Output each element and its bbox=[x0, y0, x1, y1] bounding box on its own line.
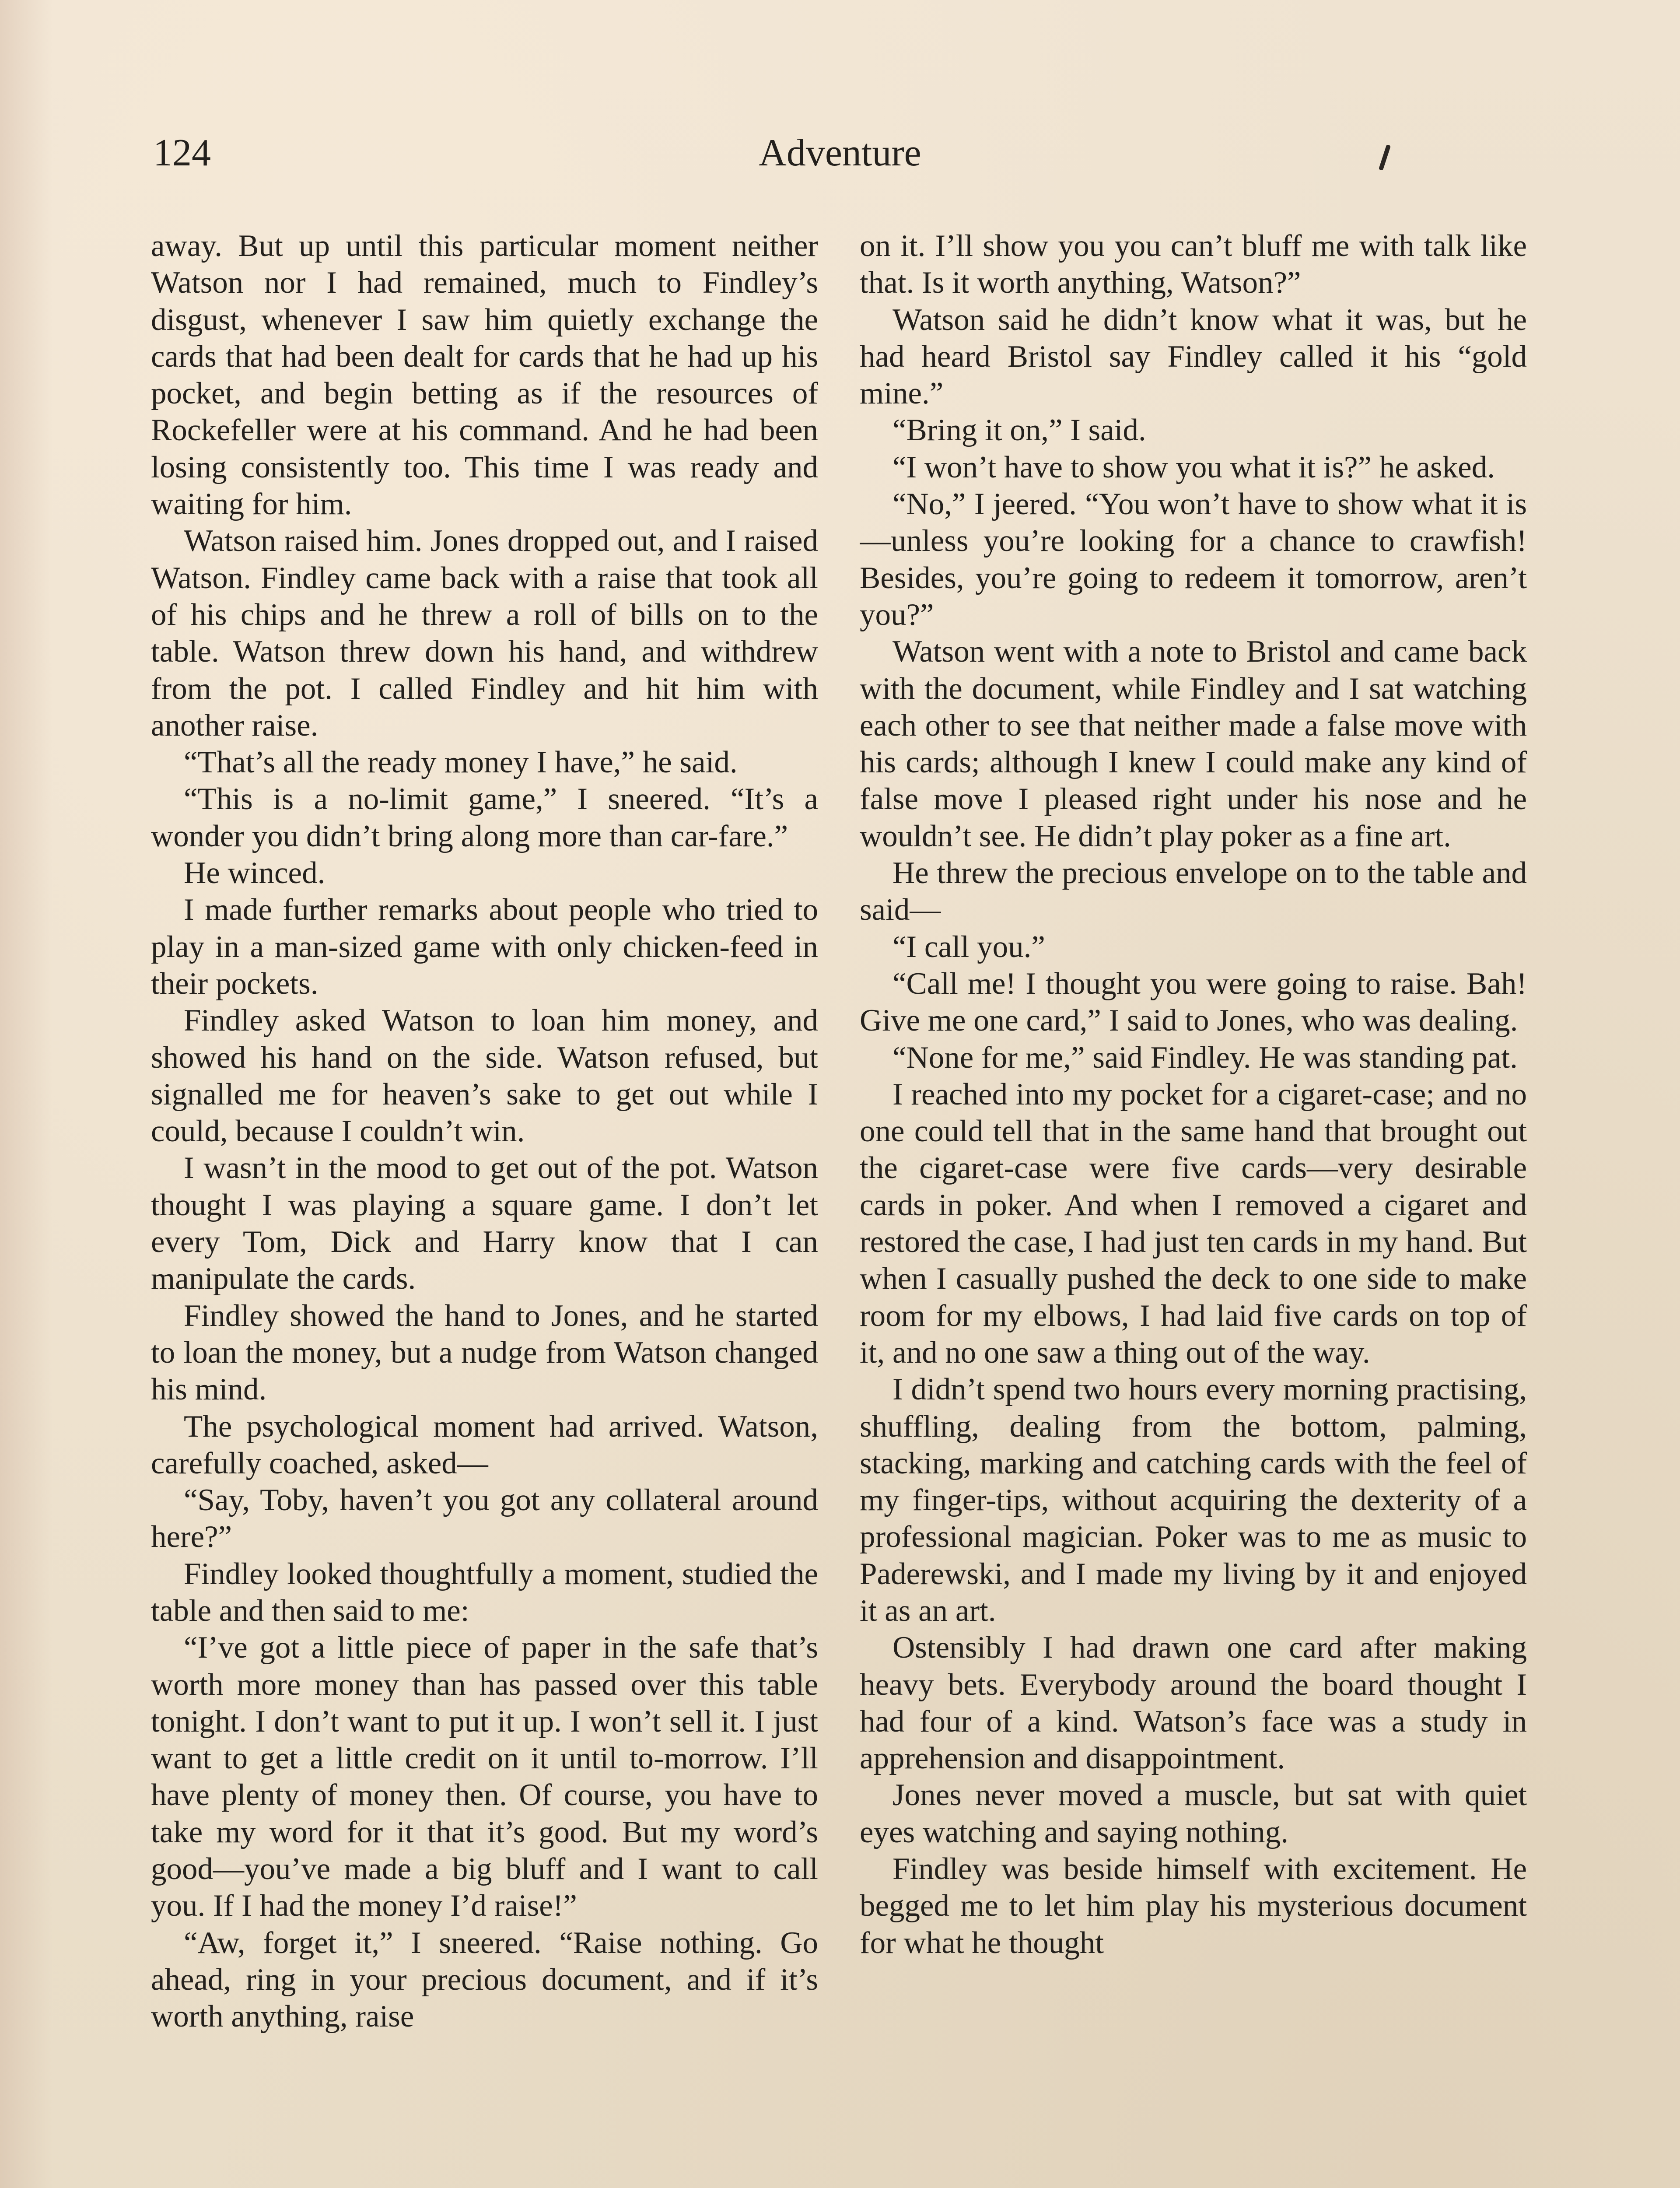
paragraph: Findley showed the hand to Jones, and he started to loan the money, but a nudge from Watson changed his mind. bbox=[151, 1298, 818, 1407]
paragraph: I wasn’t in the mood to get out of the pot. Watson thought I was playing a square game. I don’t let every Tom, Dick and Harry know that I can manipulate the cards. bbox=[151, 1151, 818, 1296]
paragraph: “None for me,” said Findley. He was standing pat. bbox=[892, 1040, 1518, 1075]
paragraph: on it. I’ll show you you can’t bluff me with talk like that. Is it worth anything, Watson?” bbox=[860, 229, 1527, 300]
paragraph: “I call you.” bbox=[892, 929, 1045, 964]
paragraph: Findley asked Watson to loan him money, and showed his hand on the side. Watson refused, but signalled me for heaven’s sake to get out while I could, because I couldn’t win. bbox=[151, 1003, 818, 1149]
paragraph: “Aw, forget it,” I sneered. “Raise nothing. Go ahead, ring in your precious document, and if it’s worth anything, raise bbox=[151, 1925, 818, 2034]
page-number: 124 bbox=[153, 132, 211, 174]
paragraph: Watson said he didn’t know what it was, but he had heard Bristol say Findley called it his “gold mine.” bbox=[860, 302, 1527, 411]
paragraph: The psychological moment had arrived. Watson, carefully coached, asked— bbox=[151, 1409, 818, 1480]
paragraph: Jones never moved a muscle, but sat with quiet eyes watching and saying nothing. bbox=[860, 1778, 1527, 1849]
paragraph: “Bring it on,” I said. bbox=[892, 413, 1146, 448]
paragraph: He winced. bbox=[184, 856, 326, 891]
paragraph: “I won’t have to show you what it is?” he asked. bbox=[892, 450, 1495, 484]
text-column-left bbox=[151, 228, 818, 2188]
paragraph: “This is a no-limit game,” I sneered. “It’s a wonder you didn’t bring along more than car-fare.” bbox=[151, 782, 818, 853]
running-head bbox=[153, 131, 1527, 184]
paragraph: Watson went with a note to Bristol and came back with the document, while Findley and I sat watching each other to see that neither made a false move with his cards; although I knew I could make any kind of false move I pleased right under his nose and he wouldn’t see. He didn’t play poker as a fine art. bbox=[860, 635, 1527, 853]
paragraph: “Say, Toby, haven’t you got any collateral around here?” bbox=[151, 1483, 818, 1554]
paragraph: He threw the precious envelope on to the table and said— bbox=[860, 856, 1527, 927]
text-column-right bbox=[860, 228, 1527, 2188]
paragraph: “I’ve got a little piece of paper in the safe that’s worth more money than has passed over this table tonight. I don’t want to put it up. I won’t sell it. I just want to get a little credit on it until to-morrow. I’ll have plenty of money then. Of course, you have to take my word for it that it’s good. But my word’s good—you’ve made a big bluff and I want to call you. If I had the money I’d raise!” bbox=[151, 1630, 818, 1923]
paragraph: Findley looked thoughtfully a moment, studied the table and then said to me: bbox=[151, 1557, 818, 1628]
paragraph: away. But up until this particular moment neither Watson nor I had remained, much to Findley’s disgust, whenever I saw him quietly exchange the cards that had been dealt for cards that he had up his pocket, and begin betting as if the resources of Rockefeller were at his command. And he had been losing consistently too. This time I was ready and waiting for him. bbox=[151, 229, 818, 522]
paragraph: I didn’t spend two hours every morning practising, shuffling, dealing from the bottom, palming, stacking, marking and catching cards with the feel of my finger-tips, without acquiring the dexterity of a professional magician. Poker was to me as music to Paderewski, and I made my living by it and enjoyed it as an art. bbox=[860, 1372, 1527, 1628]
paragraph: “No,” I jeered. “You won’t have to show what it is—unless you’re looking for a chance to crawfish! Besides, you’re going to redeem it tomorrow, aren’t you?” bbox=[860, 487, 1527, 632]
paragraph: “Call me! I thought you were going to raise. Bah! Give me one card,” I said to Jones, who was dealing. bbox=[860, 966, 1527, 1038]
paragraph: “That’s all the ready money I have,” he said. bbox=[184, 745, 738, 780]
paragraph: I made further remarks about people who tried to play in a man-sized game with only chicken-feed in their pockets. bbox=[151, 893, 818, 1001]
paragraph: Findley was beside himself with excitement. He begged me to let him play his mysterious document for what he thought bbox=[860, 1852, 1527, 1960]
paragraph: Watson raised him. Jones dropped out, and I raised Watson. Findley came back with a raise that took all of his chips and he threw a roll of bills on to the table. Watson threw down his hand, and withdrew from the pot. I called Findley and hit him with another raise. bbox=[151, 524, 818, 743]
paragraph: Ostensibly I had drawn one card after making heavy bets. Everybody around the board thought I had four of a kind. Watson’s face was a study in apprehension and disappointment. bbox=[860, 1630, 1527, 1776]
running-title: Adventure bbox=[759, 132, 921, 174]
paragraph: I reached into my pocket for a cigaret-case; and no one could tell that in the same hand that brought out the cigaret-case were five cards—very desirable cards in poker. And when I removed a cigaret and restored the case, I had just ten cards in my hand. But when I casually pushed the deck to one side to make room for my elbows, I had laid five cards on top of it, and no one saw a thing out of the way. bbox=[860, 1077, 1527, 1370]
